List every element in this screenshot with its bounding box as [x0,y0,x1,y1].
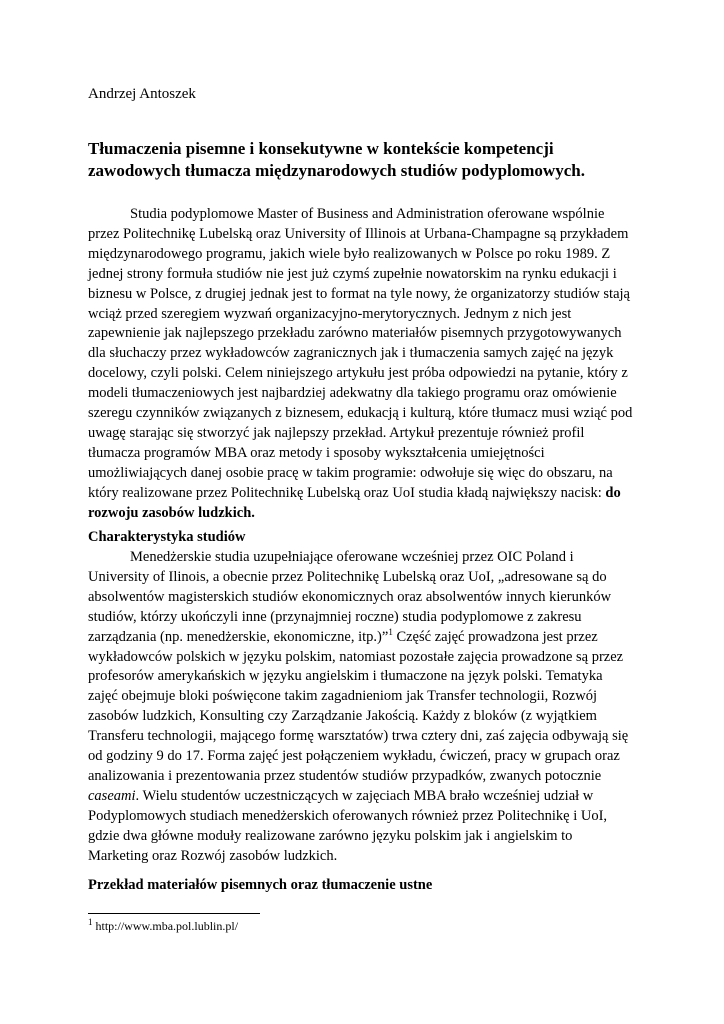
author-name: Andrzej Antoszek [88,86,196,102]
characteristics-paragraph [88,548,636,867]
section-heading-translation: Przekład materiałów pisemnych oraz tłumaczenie ustne [88,877,433,893]
footnote-link[interactable]: http://www.mba.pol.lublin.pl/ [92,919,239,933]
text-line: zapewnienie jak najlepszego przekładu zarówno materiałów pisemnych przygotowywanych [88,325,622,342]
text-line: wciąż przed szeregiem wyzwań organizacyjno-merytorycznych. Jednym z nich jest [88,305,572,322]
italic-term: caseami [88,787,136,804]
section-heading-characteristics: Charakterystyka studiów [88,529,246,545]
text-line: dla słuchaczy przez wykładowców zagranicznych jak i tłumaczenia samych zajęć na język [88,345,614,362]
text-line: przez Politechnikę Lubelską oraz University of Illinois at Urbana-Champagne są przykładem [88,225,629,242]
text-line: analizowania i prezentowania przez studentów studiów przypadków, zwanych potocznie [88,767,602,784]
footnote-number: 1 [88,917,93,927]
text-line: studiów, którzy ukończyli inne (przynajmniej roczne) studia podyplomowe z zakresu [88,608,582,625]
text-line: Marketing oraz Rozwój zasobów ludzkich. [88,847,338,864]
text-line: jednej strony formuła studiów nie jest już czymś zupełnie nowatorskim na rynku edukacji i [88,265,617,282]
text-line [88,787,636,807]
emphasis-line: rozwoju zasobów ludzkich. [88,504,255,521]
text-line: wykładowców polskich w języku polskim, natomiast pozostałe zajęcia prowadzone są przez [88,648,624,665]
text-line: absolwentów magisterskich studiów ekonomicznych oraz absolwentów innych kierunków [88,588,612,605]
text-line: Transferu technologii, mającego formę warsztatów) trwa cztery dni, zaś zajęcia odbywają się [88,728,629,745]
text-line [88,484,636,504]
text-segment: . Wielu studentów uczestniczących w zajęciach MBA brało wcześniej udział w [135,787,594,804]
text-line: umożliwiających danej osobie pracę w takim programie: odwołuje się więc do obszaru, na [88,464,613,481]
text-line: University of Ilinois, a obecnie przez Politechnikę Lubelską oraz UoI, „adresowane są do [88,568,607,585]
text-segment: zarządzania (np. menedżerskie, ekonomiczne, itp.)” [88,628,389,645]
text-line: Menedżerskie studia uzupełniające oferowane wcześniej przez OIC Poland i [130,549,574,565]
text-line: biznesu w Polsce, z drugiej jednak jest to format na tyle nowy, że organizatorzy studiów stają [88,285,630,302]
footnote-reference[interactable]: 1 [388,626,393,637]
title-line: Tłumaczenia pisemne i konsekutywne w kontekście kompetencji [88,139,554,158]
footnote-divider [88,913,260,914]
text-line: od godziny 9 do 17. Forma zajęć jest połączeniem wykładu, ćwiczeń, pracy w grupach oraz [88,748,620,765]
text-line: uwagę starając się stworzyć jak najlepszy przekład. Artykuł prezentuje również profil [88,424,585,441]
intro-paragraph [88,205,636,524]
text-line: Studia podyplomowe Master of Business and Administration oferowane wspólnie [130,206,605,222]
title-line: zawodowych tłumacza międzynarodowych studiów podyplomowych. [88,161,585,180]
text-line [88,628,636,648]
text-line: modeli tłumaczeniowych jest najbardziej adekwatny dla takiego programu oraz omówienie [88,385,617,402]
emphasis-text: do [605,484,621,501]
text-line: szeregu czynników związanych z biznesem, edukacją i kulturą, które tłumacz musi wziąć pod [88,405,633,422]
text-line: międzynarodowego programu, jakich wiele było realizowanych w Polsce po roku 1989. Z [88,245,611,262]
footnote [88,919,238,934]
page-title [88,138,648,182]
text-line: gdzie dwa główne moduły realizowane zarówno języku polskim jak i angielskim to [88,827,573,844]
text-segment: Część zajęć prowadzona jest przez [392,628,598,645]
text-line: docelowy, czyli polski. Celem niniejszego artykułu jest próba odpowiedzi na pytanie, który z [88,365,628,382]
text-line: zasobów ludzkich, Konsulting czy Zarządzanie Jakością. Każdy z bloków (z wyjątkiem [88,708,597,725]
text-segment: który realizowane przez Politechnikę Lubelską oraz UoI studia kładą największy nacisk: [88,484,602,501]
text-line: zajęć obejmuje bloki poświęcone takim zagadnieniom jak Transfer technologii, Rozwój [88,688,597,705]
text-line: tłumacza programów MBA oraz metody i sposoby wykształcenia umiejętności [88,444,545,461]
text-line: profesorów amerykańskich w języku angielskim i tłumaczone na język polski. Tematyka [88,668,603,685]
text-line: Podyplomowych studiach menedżerskich oferowanych również przez Politechnikę i UoI, [88,807,608,824]
